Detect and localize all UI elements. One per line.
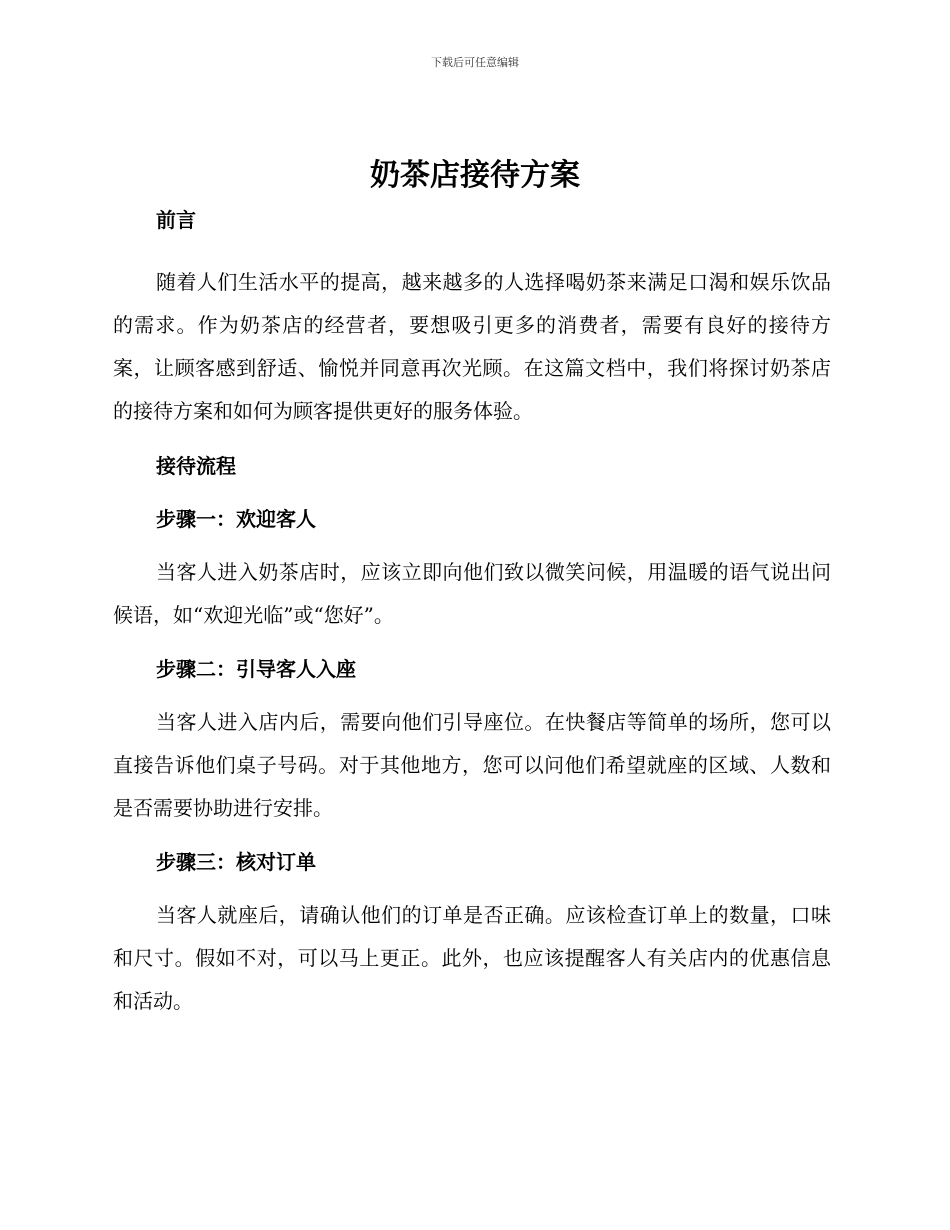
paragraph-step-3: 当客人就座后，请确认他们的订单是否正确。应该检查订单上的数量，口味和尺寸。假如不对，可以马上更正。此外，也应该提醒客人有关店内的优惠信息和活动。	[113, 903, 831, 1013]
paragraph-step-1: 当客人进入奶茶店时，应该立即向他们致以微笑问候，用温暖的语气说出问候语，如“欢迎光临”或“您好”。	[113, 560, 831, 627]
heading-step-1: 步骤一：欢迎客人	[156, 507, 316, 531]
heading-reception-flow: 接待流程	[156, 454, 236, 478]
heading-preface: 前言	[156, 208, 196, 232]
header-note: 下载后可任意编辑	[431, 56, 519, 69]
paragraph-preface: 随着人们生活水平的提高，越来越多的人选择喝奶茶来满足口渴和娱乐饮品的需求。作为奶茶店的经营者，要想吸引更多的消费者，需要有良好的接待方案，让顾客感到舒适、愉悦并同意再次光顾。在这篇文档中，我们将探讨奶茶店的接待方案和如何为顾客提供更好的服务体验。	[113, 270, 831, 423]
paragraph-step-2: 当客人进入店内后，需要向他们引导座位。在快餐店等简单的场所，您可以直接告诉他们桌子号码。对于其他地方，您可以问他们希望就座的区域、人数和是否需要协助进行安排。	[113, 710, 831, 820]
heading-step-3: 步骤三：核对订单	[156, 850, 316, 874]
heading-step-2: 步骤二：引导客人入座	[156, 657, 356, 681]
document-body	[113, 200, 831, 1023]
document-title: 奶茶店接待方案	[370, 158, 580, 193]
